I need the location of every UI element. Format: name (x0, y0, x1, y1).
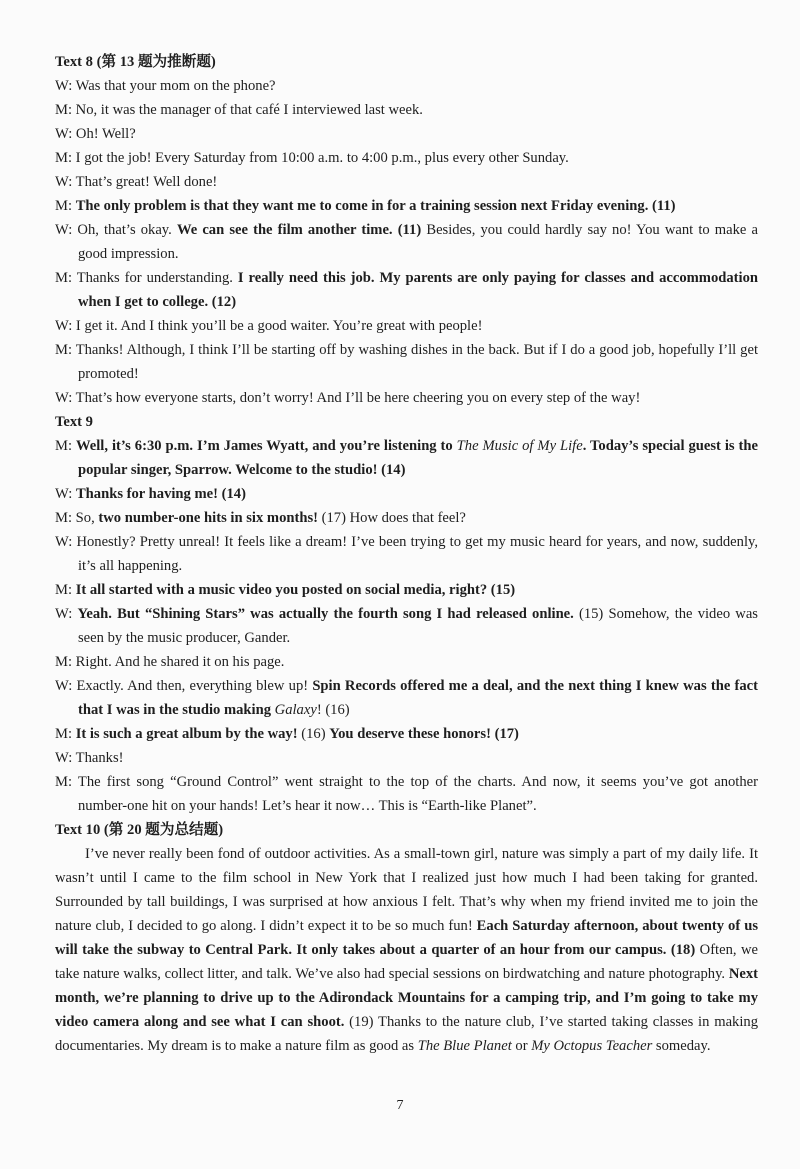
dialogue-turn (55, 578, 758, 602)
text-segment: W: (55, 606, 78, 622)
section-heading: Text 9 (55, 414, 93, 430)
dialogue-turn (55, 146, 758, 170)
text-segment: M: Thanks for understanding. (55, 270, 238, 286)
dialogue-turn (55, 338, 758, 386)
dialogue-turn (55, 746, 758, 770)
dialogue-turn (55, 194, 758, 218)
section-text-9 (55, 410, 758, 818)
text-segment: W: Oh, that’s okay. (55, 222, 177, 238)
dialogue-turn (55, 722, 758, 746)
dialogue-turn (55, 170, 758, 194)
dialogue-turn (55, 602, 758, 650)
key-sentence: Next month, we’re planning to drive up to the Adirondack Mountains for a camping trip, and I’m going to take my video camera along and see what I can shoot. (55, 966, 758, 1030)
dialogue-turn (55, 650, 758, 674)
dialogue-turn (55, 266, 758, 314)
page-number: 7 (396, 1098, 404, 1113)
text-segment: someday. (652, 1038, 711, 1054)
dialogue-turn (55, 770, 758, 818)
italic-title: The Music of My Life (456, 438, 583, 454)
text-segment: or (511, 1038, 532, 1054)
text-segment: M: (55, 582, 76, 598)
passage-paragraph (55, 842, 758, 1058)
key-sentence: two number-one hits in six months! (98, 510, 318, 526)
text-segment: (15) Somehow, the video was seen by the music producer, Gander. (78, 606, 758, 646)
text-segment: M: No, it was the manager of that café I interviewed last week. (55, 102, 423, 118)
text-segment: ! (16) (316, 702, 350, 718)
dialogue-turn (55, 98, 758, 122)
dialogue-turn (55, 506, 758, 530)
key-sentence: It is such a great album by the way! (75, 726, 298, 742)
section-heading: Text 8 (第 13 题为推断题) (55, 54, 216, 70)
key-sentence: . Today’s special guest is the popular singer, Sparrow. Welcome to the studio! (14) (78, 438, 758, 478)
text-segment: W: That’s great! Well done! (55, 174, 218, 190)
text-segment: W: That’s how everyone starts, don’t worry! And I’ll be here cheering you on every step of the way! (55, 390, 641, 406)
key-sentence: The only problem is that they want me to come in for a training session next Friday evening. (11) (75, 198, 676, 214)
text-segment: W: Was that your mom on the phone? (55, 78, 276, 94)
text-segment: W: Thanks! (55, 750, 124, 766)
key-sentence: Spin Records offered me a deal, and the next thing I knew was the fact that I was in the studio making (78, 678, 758, 718)
dialogue-turn (55, 314, 758, 338)
dialogue-turn (55, 74, 758, 98)
key-sentence: I really need this job. My parents are only paying for classes and accommodation when I get to college. (12) (78, 270, 758, 310)
key-sentence: Well, it’s 6:30 p.m. I’m James Wyatt, and you’re listening to (75, 438, 457, 454)
text-segment: W: (55, 486, 76, 502)
key-sentence: Yeah. But “Shining Stars” was actually the fourth song I had released online. (77, 606, 574, 622)
italic-title: The Blue Planet (417, 1038, 512, 1054)
italic-title: My Octopus Teacher (531, 1038, 653, 1054)
text-segment: (19) Thanks to the nature club, I’ve started taking classes in making documentaries. My dream is to make a nature film as good as (55, 1014, 758, 1054)
text-segment: M: Thanks! Although, I think I’ll be starting off by washing dishes in the back. But if I do a good job, hopefully I’ll get promoted! (55, 342, 758, 382)
text-segment: (17) How does that feel? (318, 510, 466, 526)
section-heading: Text 10 (第 20 题为总结题) (55, 822, 224, 838)
dialogue-turn (55, 482, 758, 506)
text-segment: M: The first song “Ground Control” went straight to the top of the charts. And now, it seems you’ve got another number-one hit on your hands! Let’s hear it now… This is “Earth-like Planet”. (55, 774, 758, 814)
text-segment: M: (55, 438, 76, 454)
text-segment: M: So, (55, 510, 99, 526)
dialogue-turn (55, 386, 758, 410)
text-segment: M: Right. And he shared it on his page. (55, 654, 285, 670)
section-text-8 (55, 50, 758, 410)
key-sentence: You deserve these honors! (17) (329, 726, 519, 742)
key-sentence: Each Saturday afternoon, about twenty of us will take the subway to Central Park. It only takes about a quarter of an hour from our campus. (18) (55, 918, 758, 958)
document-page (55, 50, 758, 1058)
text-segment: W: I get it. And I think you’ll be a good waiter. You’re great with people! (55, 318, 483, 334)
dialogue-turn (55, 218, 758, 266)
dialogue-turn (55, 674, 758, 722)
text-segment: M: (55, 198, 76, 214)
section-text-10 (55, 818, 758, 1058)
text-segment: Often, we take nature walks, collect litter, and talk. We’ve also had special sessions on birdwatching and nature photography. (55, 942, 758, 982)
text-segment: (16) (297, 726, 330, 742)
text-segment: Besides, you could hardly say no! You want to make a good impression. (78, 222, 758, 262)
text-segment: W: Exactly. And then, everything blew up! (55, 678, 313, 694)
text-segment: I’ve never really been fond of outdoor activities. As a small-town girl, nature was simply a part of my daily life. It wasn’t until I came to the film school in New York that I realized just how much I had been taking for granted. Surrounded by tall buildings, I was surprised at how anxious I felt. That’s why when my friend invited me to join the nature club, I decided to go along. I didn’t expect it to be so much fun! (55, 846, 758, 934)
text-segment: W: Honestly? Pretty unreal! It feels like a dream! I’ve been trying to get my music heard for years, and now, suddenly, it’s all happening. (55, 534, 758, 574)
dialogue-turn (55, 122, 758, 146)
key-sentence: Thanks for having me! (14) (75, 486, 246, 502)
italic-title: Galaxy (274, 702, 317, 718)
dialogue-turn (55, 434, 758, 482)
key-sentence: It all started with a music video you posted on social media, right? (15) (75, 582, 516, 598)
key-sentence: We can see the film another time. (11) (176, 222, 422, 238)
text-segment: W: Oh! Well? (55, 126, 136, 142)
text-segment: M: (55, 726, 76, 742)
dialogue-turn (55, 530, 758, 578)
text-segment: M: I got the job! Every Saturday from 10:00 a.m. to 4:00 p.m., plus every other Sunday. (55, 150, 569, 166)
